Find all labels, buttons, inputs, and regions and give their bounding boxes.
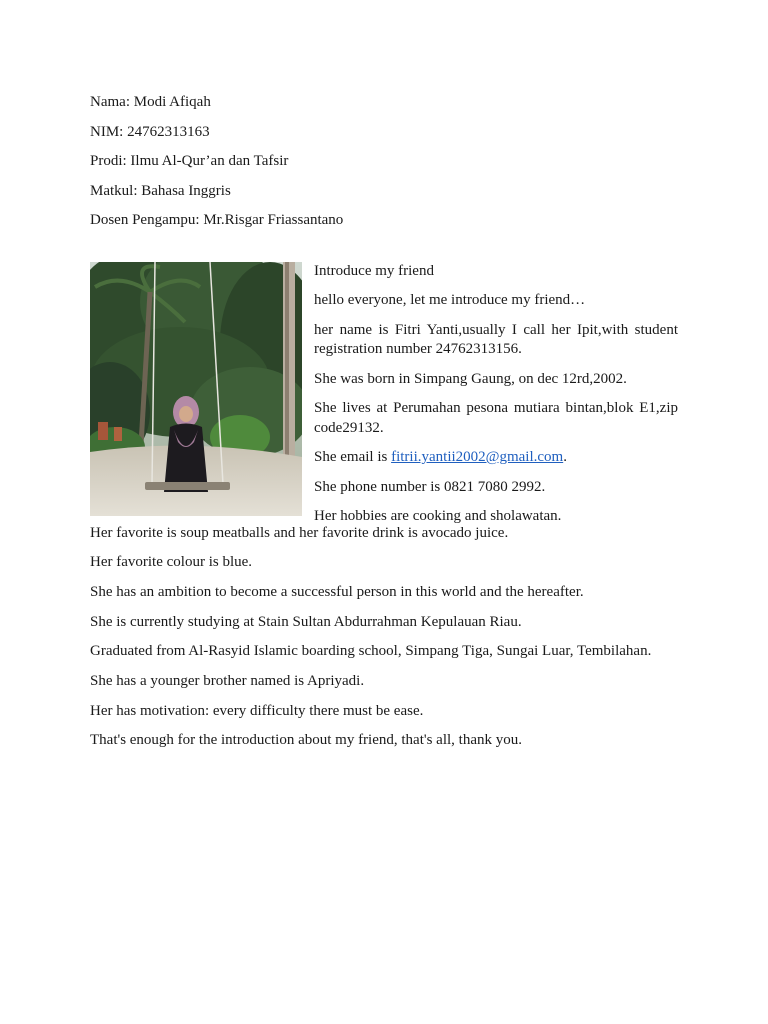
body-line: Her has motivation: every difficulty there must be ease. [90, 702, 424, 719]
student-info [90, 93, 678, 231]
body-line: She has a younger brother named is Apriyadi. [90, 672, 365, 689]
student-nim: NIM: 24762313163 [90, 123, 210, 140]
email-suffix: . [563, 449, 567, 465]
intro-hobbies: Her hobbies are cooking and sholawatan. [314, 508, 562, 524]
intro-phone: She phone number is 0821 7080 2992. [314, 478, 546, 495]
email-prefix: She email is [314, 449, 392, 465]
intro-lives: She lives at Perumahan pesona mutiara bintan,blok E1,zip code29132. [314, 400, 678, 436]
document-page [90, 93, 678, 761]
intro-email-line [314, 448, 678, 468]
body-text [90, 524, 678, 751]
intro-name-line: her name is Fitri Yanti,usually I call her Ipit,with student registration number 24762313156. [314, 321, 678, 357]
body-line: She is currently studying at Stain Sultan Abdurrahman Kepulauan Riau. [90, 613, 522, 630]
intro-title: Introduce my friend [314, 262, 434, 279]
intro-born: She was born in Simpang Gaung, on dec 12rd,2002. [314, 370, 627, 387]
body-line: Graduated from Al-Rasyid Islamic boarding school, Simpang Tiga, Sungai Luar, Tembilahan. [90, 643, 652, 660]
body-line: She has an ambition to become a successful person in this world and the hereafter. [90, 583, 584, 600]
email-link[interactable]: fitrii.yantii2002@gmail.com [391, 449, 564, 465]
lecturer: Dosen Pengampu: Mr.Risgar Friassantano [90, 212, 344, 228]
student-name: Nama: Modi Afiqah [90, 94, 211, 110]
course: Matkul: Bahasa Inggris [90, 182, 231, 199]
intro-section [90, 262, 678, 524]
friend-photo [90, 262, 302, 516]
intro-text [314, 262, 678, 537]
intro-greeting: hello everyone, let me introduce my friend… [314, 292, 586, 308]
body-line: Her favorite colour is blue. [90, 554, 253, 571]
body-line: Her favorite is soup meatballs and her favorite drink is avocado juice. [90, 524, 509, 541]
body-line: That's enough for the introduction about my friend, that's all, thank you. [90, 732, 522, 749]
study-program: Prodi: Ilmu Al-Qur’an dan Tafsir [90, 153, 289, 169]
